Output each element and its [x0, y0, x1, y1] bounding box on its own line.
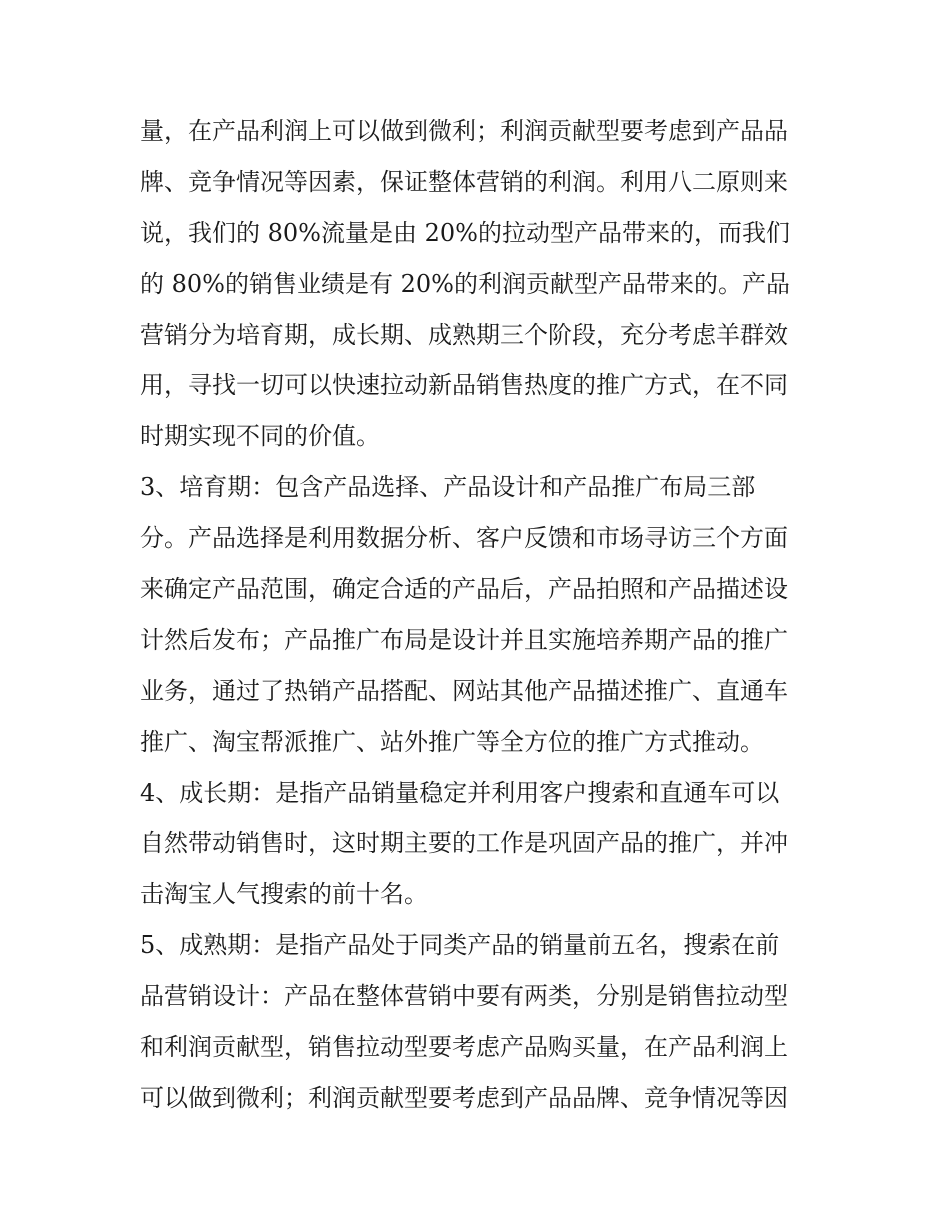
- text-line: 自然带动销售时，这时期主要的工作是巩固产品的推广，并冲: [140, 829, 788, 858]
- text-line: 计然后发布；产品推广布局是设计并且实施培养期产品的推广: [140, 625, 788, 654]
- text-line: 击淘宝人气搜索的前十名。: [140, 880, 428, 909]
- text-line: 说，我们的 80%流量是由 20%的拉动型产品带来的，而我们: [140, 218, 790, 247]
- text-line: 量，在产品利润上可以做到微利；利润贡献型要考虑到产品品: [140, 117, 788, 145]
- text-line: 分。产品选择是利用数据分析、客户反馈和市场寻访三个方面: [140, 524, 788, 553]
- text-line: 可以做到微利；利润贡献型要考虑到产品品牌、竞争情况等因: [140, 1083, 788, 1112]
- body-text: [140, 106, 820, 1124]
- text-line: 来确定产品范围，确定合适的产品后，产品拍照和产品描述设: [140, 575, 788, 604]
- text-line: 和利润贡献型，销售拉动型要考虑产品购买量，在产品利润上: [140, 1033, 788, 1062]
- text-line: 5、成熟期：是指产品处于同类产品的销量前五名，搜索在前: [140, 931, 780, 960]
- text-line: 3、培育期：包含产品选择、产品设计和产品推广布局三部: [140, 473, 756, 502]
- text-line: 营销分为培育期，成长期、成熟期三个阶段，充分考虑羊群效: [140, 320, 788, 349]
- text-line: 4、成长期：是指产品销量稳定并利用客户搜索和直通车可以: [140, 778, 780, 807]
- text-line: 业务，通过了热销产品搭配、网站其他产品描述推广、直通车: [140, 676, 788, 705]
- text-line: 时期实现不同的价值。: [140, 422, 380, 451]
- text-line: 品营销设计：产品在整体营销中要有两类，分别是销售拉动型: [140, 982, 788, 1011]
- text-line: 牌、竞争情况等因素，保证整体营销的利润。利用八二原则来: [140, 167, 788, 196]
- text-line: 的 80%的销售业绩是有 20%的利润贡献型产品带来的。产品: [140, 269, 790, 298]
- text-line: 推广、淘宝帮派推广、站外推广等全方位的推广方式推动。: [140, 727, 764, 756]
- text-line: 用，寻找一切可以快速拉动新品销售热度的推广方式，在不同: [140, 371, 788, 400]
